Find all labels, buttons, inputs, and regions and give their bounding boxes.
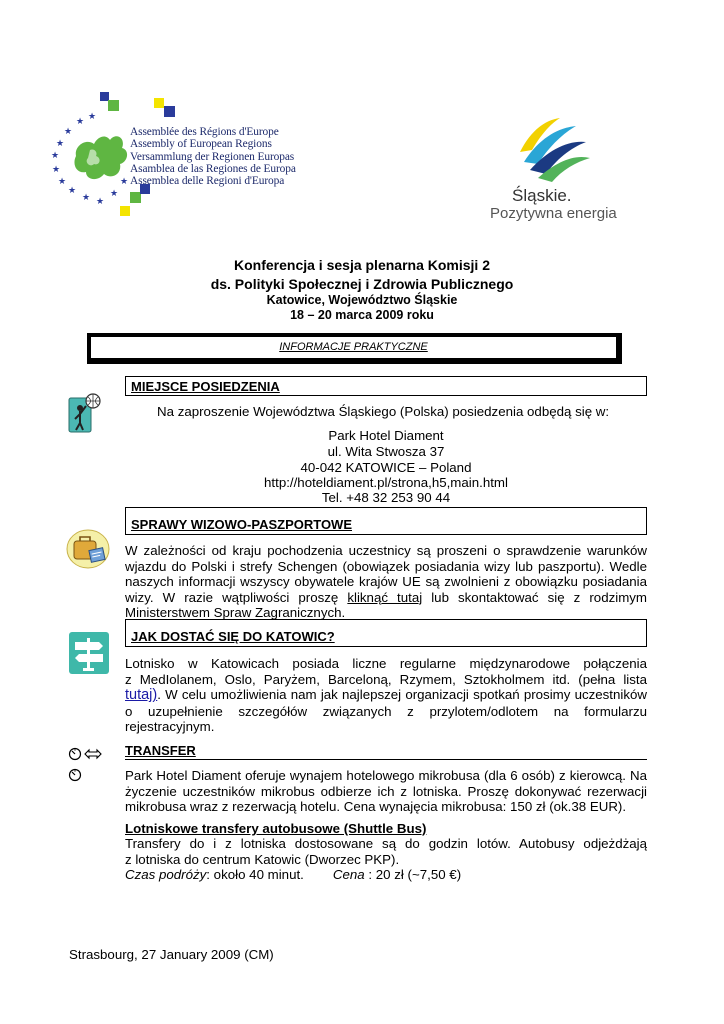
price-value: : 20 zł (~7,50 €) (364, 867, 462, 883)
svg-text:★: ★ (58, 177, 67, 187)
travel-line-1: Lotnisko w Katowicach posiada liczne regularne międzynarodowe połączenia (125, 656, 647, 671)
aer-line-it: Assemblea delle Regioni d'Europa (130, 175, 285, 188)
svg-text:★: ★ (56, 139, 65, 149)
aer-line-en: Assembly of European Regions (130, 138, 272, 151)
visa-line-3: naszych informacji wszyscy obywatele krajów UE są zwolnieni z obowiązku posiadania (125, 574, 647, 590)
visa-paragraph (125, 543, 647, 621)
travel-paragraph (125, 656, 647, 735)
clock-icon (68, 747, 82, 761)
svg-text:★: ★ (96, 197, 105, 207)
venue-intro: Na zaproszenie Województwa Śląskiego (Polska) posiedzenia odbędą się w: (157, 404, 610, 419)
visa-line-4-end: lub skontaktować się z rodzimym (422, 589, 647, 605)
svg-text:★: ★ (52, 165, 61, 175)
travel-line-5: rejestracyjnym. (125, 719, 215, 735)
svg-text:★: ★ (64, 127, 73, 137)
travel-line-2: z MedIolanem, Oslo, Paryżem, Barceloną, Rzymem, Sztokholmem itd. (pełna lista (125, 671, 647, 687)
date-line: 18 – 20 marca 2009 roku (290, 308, 434, 322)
travel-line-4: o uzupełnienie szczegółów związanych z przylotem/odlotem na formularzu (125, 703, 647, 719)
venue-phone: Tel. +48 32 253 90 44 (321, 490, 451, 505)
price-label: Cena (332, 867, 365, 883)
double-arrow-icon (84, 748, 102, 760)
travel-line-3-end: . W celu umożliwienia nam jak najlepszej organizacji spotkań prosimy uczestników (157, 687, 647, 703)
click-here-link[interactable]: kliknąć tutaj (347, 589, 423, 605)
venue-url[interactable]: http://hoteldiament.pl/strona,h5,main.html (264, 475, 508, 490)
transfer-line-2: życzenie uczestników mikrobus odbierze ich z lotniska. Proszę dokonywać rezerwacji (125, 783, 647, 799)
travel-time-value: : około 40 minut. (206, 867, 304, 883)
visa-line-4-start: wizy. W razie wątpliwości proszę (125, 589, 348, 605)
svg-text:★: ★ (68, 186, 77, 196)
venue-hotel: Park Hotel Diament (328, 428, 444, 443)
travel-time-label: Czas podróży (125, 867, 207, 883)
shuttle-paragraph (125, 836, 647, 883)
aer-line-de: Versammlung der Regionen Europas (130, 150, 295, 163)
aer-line-fr: Assemblée des Régions d'Europe (130, 126, 279, 138)
conference-title: Konferencja i sesja plenarna Komisji 2 (234, 257, 490, 273)
slaskie-tagline: Pozytywna energia (490, 205, 617, 222)
travel-line-3 (125, 687, 647, 704)
slaskie-name: Śląskie. (512, 186, 572, 205)
svg-text:★: ★ (110, 189, 119, 199)
location-line: Katowice, Województwo Śląskie (266, 293, 458, 307)
visa-line-4 (125, 590, 647, 606)
section-transfer-title: TRANSFER (125, 742, 647, 760)
signpost-icon (69, 632, 109, 674)
aer-line-es: Asamblea de las Regiones de Europa (130, 162, 296, 175)
speaker-globe-icon (68, 392, 104, 434)
shuttle-time-price (125, 867, 647, 883)
shuttle-line-1: Transfery do i z lotniska dostosowane są do godzin lotów. Autobusy odjeżdżają (125, 836, 647, 851)
svg-text:★: ★ (82, 193, 91, 203)
section-venue-title: MIEJSCE POSIEDZENIA (125, 376, 647, 396)
info-banner: INFORMACJE PRAKTYCZNE (87, 333, 622, 364)
commission-title: ds. Polityki Społecznej i Zdrowia Publicznego (210, 276, 514, 292)
slaskie-waves-icon (486, 112, 634, 186)
slaskie-logo (486, 112, 634, 224)
venue-street: ul. Wita Stwosza 37 (327, 444, 445, 459)
svg-text:★: ★ (120, 177, 129, 187)
section-visa-title: SPRAWY WIZOWO-PASZPORTOWE (125, 507, 647, 535)
visa-line-1: W zależności od kraju pochodzenia uczestnicy są proszeni o sprawdzenie warunków (125, 543, 647, 558)
svg-text:★: ★ (51, 151, 60, 161)
svg-text:★: ★ (88, 112, 97, 122)
svg-text:★: ★ (76, 117, 85, 127)
venue-city: 40-042 KATOWICE – Poland (300, 460, 472, 475)
transfer-line-3: mikrobusa wraz z rezerwacją hotelu. Cena wynajęcia mikrobusa: 150 zł (ok.38 EUR). (125, 799, 627, 815)
visa-line-5: Ministerstwem Spraw Zagranicznych. (125, 605, 346, 621)
airport-list-link[interactable]: tutaj) (125, 687, 158, 704)
footer-date: Strasbourg, 27 January 2009 (CM) (69, 947, 274, 962)
transfer-line-1: Park Hotel Diament oferuje wynajem hotelowego mikrobusa (dla 6 osób) z kierowcą. Na (125, 768, 647, 783)
passport-luggage-icon (66, 527, 110, 569)
transfer-paragraph (125, 768, 647, 815)
visa-line-2: wjazdu do Polski i strefy Schengen (obowiązek posiadania wizy lub paszportu). Wedle (125, 558, 647, 574)
shuttle-line-2: z lotniska do centrum Katowic (Dworzec PKP). (125, 851, 400, 867)
section-travel-title: JAK DOSTAĆ SIĘ DO KATOWIC? (125, 619, 647, 647)
aer-logo (46, 88, 306, 226)
shuttle-title: Lotniskowe transfery autobusowe (Shuttle Bus) (125, 821, 427, 836)
clock-icon-2 (68, 768, 82, 782)
aer-name-lines (130, 126, 296, 187)
